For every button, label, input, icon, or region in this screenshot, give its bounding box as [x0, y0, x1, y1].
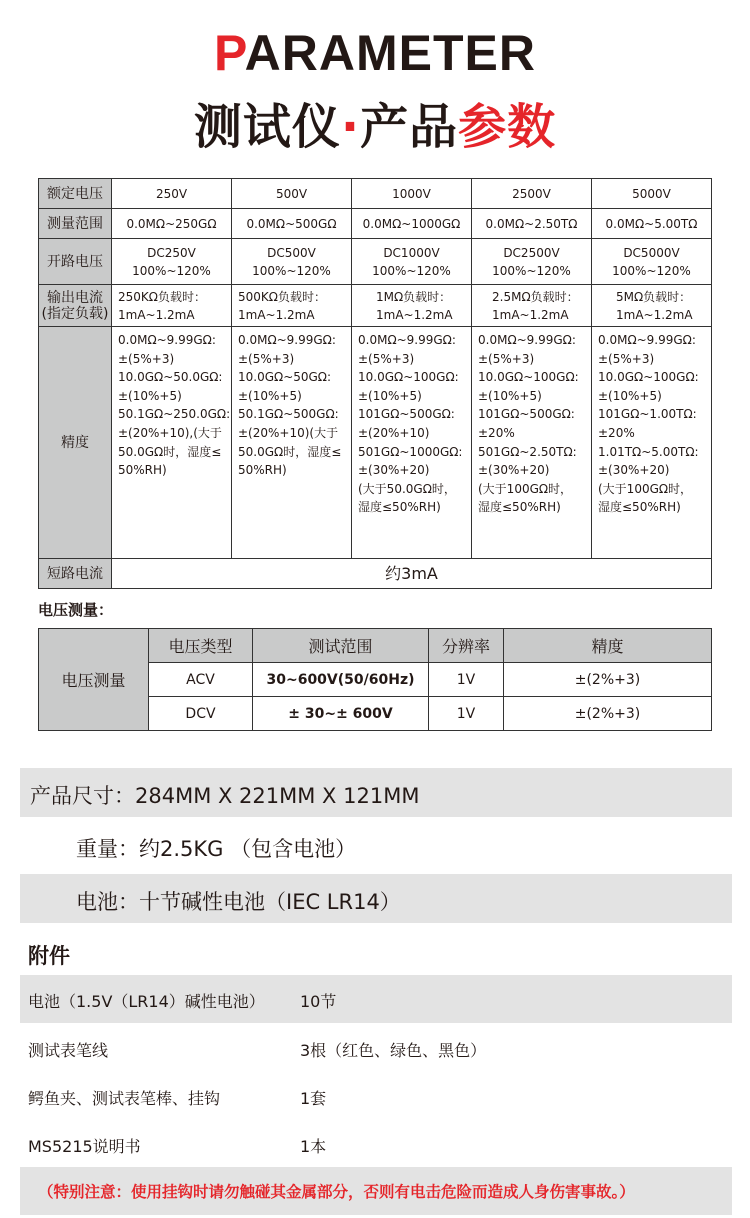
accuracy-cell [112, 327, 232, 559]
accuracy-line: 50.1GΩ~500GΩ: [238, 407, 339, 422]
output-current-cell: 5MΩ负载时： 1mA~1.2mA [592, 285, 712, 327]
voltage-header-row [39, 629, 712, 663]
accuracy-line: 10.0GΩ~50GΩ: [238, 370, 332, 385]
accessory-qty: 1本 [300, 1137, 327, 1156]
accuracy-line: (大于100GΩ时， [478, 481, 573, 496]
accuracy-line: 10.0GΩ~100GΩ: [598, 370, 699, 385]
accuracy-line: 0.0MΩ~9.99GΩ: [118, 333, 216, 347]
table-cell: ±(2%+3) [504, 663, 712, 697]
accuracy-line: 0.0MΩ~9.99GΩ: [358, 333, 456, 347]
accuracy-line: ±(5%+3) [358, 351, 415, 366]
accuracy-line: ±(20%+10)(大于 [238, 425, 339, 440]
accuracy-line: 501GΩ~1000GΩ: [358, 444, 463, 459]
accuracy-line: ±(10%+5) [238, 388, 302, 403]
accessory-name: 测试表笔线 [28, 1041, 109, 1060]
accuracy-line: 湿度≤50%RH) [358, 500, 441, 515]
column-header: 精度 [504, 629, 712, 663]
output-current-label: 输出电流 (指定负载) [39, 285, 112, 327]
voltage-cell: 5000V [592, 179, 712, 209]
voltage-cell: 1000V [352, 179, 472, 209]
warning-band [20, 1167, 732, 1215]
accuracy-line: ±(20%+10) [358, 425, 430, 440]
short-current-value: 约3mA [112, 559, 712, 589]
accuracy-line: 10.0GΩ~50.0GΩ: [118, 370, 223, 385]
voltage-cell: 250V [112, 179, 232, 209]
accuracy-line: ±20% [478, 425, 515, 440]
accuracy-line: 0.0MΩ~9.99GΩ: [598, 333, 696, 347]
accuracy-line: 10.0GΩ~100GΩ: [478, 370, 579, 385]
table-cell: DCV [149, 697, 253, 731]
accuracy-line: ±(5%+3) [478, 351, 535, 366]
product-battery: 电池：十节碱性电池（IEC LR14） [76, 890, 401, 914]
table-cell: ± 30~± 600V [253, 697, 429, 731]
accuracy-line: 0.0MΩ~9.99GΩ: [478, 333, 576, 347]
output-current-cell: 2.5MΩ负载时： 1mA~1.2mA [472, 285, 592, 327]
accuracy-line: ±20% [598, 425, 635, 440]
accessory-qty: 1套 [300, 1089, 327, 1108]
range-row [39, 209, 712, 239]
accuracy-line: ±(10%+5) [478, 388, 542, 403]
accuracy-line: ±(20%+10),(大于 [118, 425, 222, 440]
accuracy-line: ±(5%+3) [238, 351, 295, 366]
short-current-label: 短路电流 [39, 559, 112, 589]
range-cell: 0.0MΩ~500GΩ [232, 209, 352, 239]
table-cell: ±(2%+3) [504, 697, 712, 731]
accessory-qty: 3根（红色、绿色、黑色） [300, 1041, 487, 1060]
table-cell: 1V [429, 663, 504, 697]
short-current-row [39, 559, 712, 589]
accuracy-line: 0.0MΩ~9.99GΩ: [238, 333, 336, 347]
accuracy-line: 50%RH) [118, 463, 167, 478]
title-chinese: 测试仪·产品参数 [193, 99, 557, 155]
output-current-cell: 250KΩ负载时： 1mA~1.2mA [112, 285, 232, 327]
accuracy-line: ±(10%+5) [358, 388, 422, 403]
accuracy-line: 101GΩ~500GΩ: [478, 407, 575, 422]
accessory-name: 电池（1.5V（LR14）碱性电池） [28, 992, 265, 1011]
accuracy-row [39, 327, 712, 559]
column-header: 分辨率 [429, 629, 504, 663]
accuracy-line: ±(5%+3) [118, 351, 175, 366]
range-cell: 0.0MΩ~1000GΩ [352, 209, 472, 239]
accuracy-cell [592, 327, 712, 559]
voltage-side-label: 电压测量 [39, 629, 149, 731]
accuracy-line: ±(30%+20) [478, 463, 550, 478]
voltage-cell: 500V [232, 179, 352, 209]
accuracy-line: 湿度≤50%RH) [598, 500, 681, 515]
accuracy-line: (大于50.0GΩ时， [358, 481, 456, 496]
open-voltage-cell: DC5000V 100%~120% [592, 239, 712, 285]
range-cell: 0.0MΩ~250GΩ [112, 209, 232, 239]
accuracy-line: 50.0GΩ时，湿度≤ [118, 444, 222, 459]
accuracy-line: ±(10%+5) [118, 388, 182, 403]
accuracy-line: 50.1GΩ~250.0GΩ: [118, 407, 231, 422]
range-label: 测量范围 [39, 209, 112, 239]
accuracy-cell [352, 327, 472, 559]
product-size: 产品尺寸：284MM X 221MM X 121MM [30, 784, 420, 808]
rated-voltage-row [39, 179, 712, 209]
accessory-name: MS5215说明书 [28, 1137, 141, 1156]
accuracy-line: ±(10%+5) [598, 388, 662, 403]
output-current-cell: 500KΩ负载时： 1mA~1.2mA [232, 285, 352, 327]
accuracy-cell [232, 327, 352, 559]
accuracy-line: 50%RH) [238, 463, 287, 478]
range-cell: 0.0MΩ~5.00TΩ [592, 209, 712, 239]
voltage-table [38, 628, 712, 731]
warning-text: （特别注意：使用挂钩时请勿触碰其金属部分，否则有电击危险而造成人身伤害事故。） [38, 1183, 635, 1201]
accuracy-line: ±(30%+20) [598, 463, 670, 478]
output-current-cell: 1MΩ负载时： 1mA~1.2mA [352, 285, 472, 327]
accessory-name: 鳄鱼夹、测试表笔棒、挂钩 [28, 1089, 221, 1108]
open-voltage-label: 开路电压 [39, 239, 112, 285]
title-english: PARAMETER [214, 25, 536, 81]
accuracy-line: 50.0GΩ时，湿度≤ [238, 444, 342, 459]
open-voltage-cell: DC1000V 100%~120% [352, 239, 472, 285]
open-voltage-cell: DC2500V 100%~120% [472, 239, 592, 285]
column-header: 电压类型 [149, 629, 253, 663]
table-cell: ACV [149, 663, 253, 697]
range-cell: 0.0MΩ~2.50TΩ [472, 209, 592, 239]
product-weight: 重量：约2.5KG （包含电池） [76, 837, 357, 861]
open-voltage-row [39, 239, 712, 285]
accuracy-line: 101GΩ~1.00TΩ: [598, 407, 697, 422]
table-cell: 1V [429, 697, 504, 731]
accuracy-line: 湿度≤50%RH) [478, 500, 561, 515]
voltage-subtitle: 电压测量： [38, 601, 114, 619]
accuracy-line: ±(5%+3) [598, 351, 655, 366]
table-cell: 30~600V(50/60Hz) [253, 663, 429, 697]
open-voltage-cell: DC500V 100%~120% [232, 239, 352, 285]
accuracy-line: (大于100GΩ时， [598, 481, 693, 496]
accuracy-line: 501GΩ~2.50TΩ: [478, 444, 577, 459]
open-voltage-cell: DC250V 100%~120% [112, 239, 232, 285]
accuracy-cell [472, 327, 592, 559]
column-header: 测试范围 [253, 629, 429, 663]
accuracy-line: ±(30%+20) [358, 463, 430, 478]
accuracy-line: 1.01TΩ~5.00TΩ: [598, 444, 699, 459]
accessories-title: 附件 [28, 944, 70, 968]
spec-table [38, 178, 712, 589]
accuracy-line: 10.0GΩ~100GΩ: [358, 370, 459, 385]
voltage-cell: 2500V [472, 179, 592, 209]
accessory-qty: 10节 [300, 992, 337, 1011]
accuracy-line: 101GΩ~500GΩ: [358, 407, 455, 422]
accuracy-label: 精度 [39, 327, 112, 559]
rated-voltage-label: 额定电压 [39, 179, 112, 209]
output-current-row [39, 285, 712, 327]
